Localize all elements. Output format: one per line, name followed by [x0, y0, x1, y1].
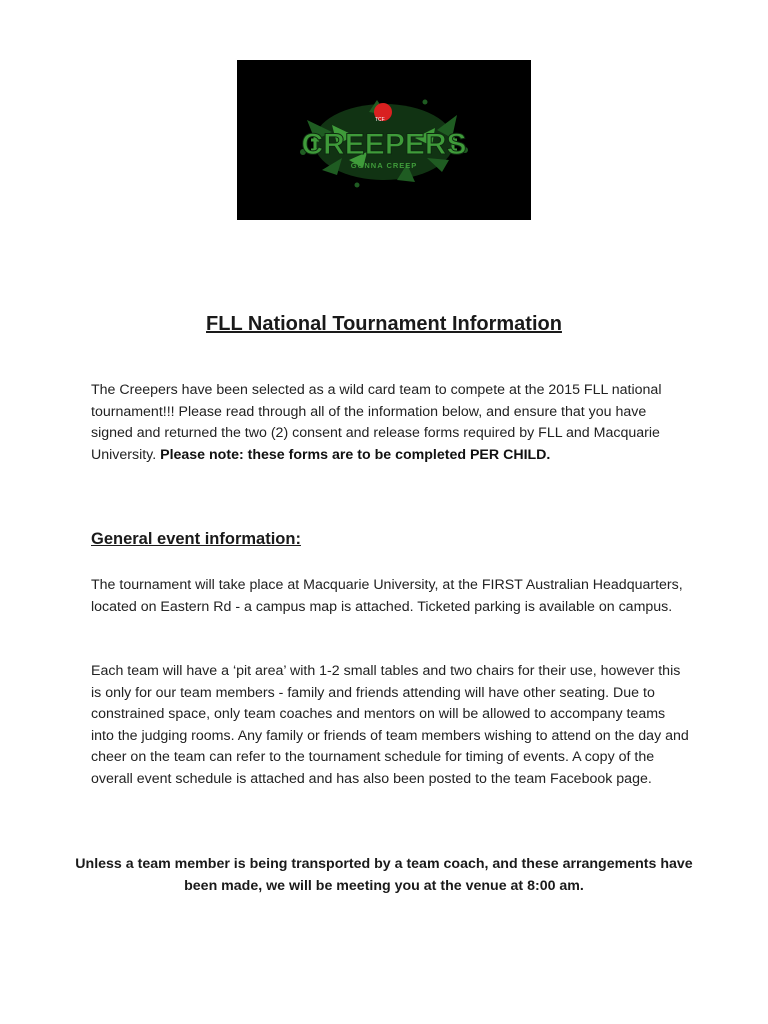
- logo-team-name: CREEPERS: [301, 128, 467, 161]
- logo-badge-text: TCF: [375, 117, 385, 123]
- general-info-heading: General event information:: [91, 530, 301, 548]
- intro-paragraph: [91, 380, 691, 466]
- document-title: FLL National Tournament Information: [206, 313, 562, 335]
- meeting-note: Unless a team member is being transported by a team coach, and these arrangements have been made, we will be meeting you at the venue at 8:00 am.: [75, 856, 693, 894]
- venue-paragraph: The tournament will take place at Macquarie University, at the FIRST Australian Headquarters, located on Eastern Rd - a campus map is attached. Ticketed parking is available on campus.: [91, 577, 683, 615]
- intro-bold-note: Please note: these forms are to be completed PER CHILD.: [160, 446, 551, 463]
- pit-area-paragraph: Each team will have a ‘pit area’ with 1-2 small tables and two chairs for their use, however this is only for our team members - family and friends attending will have other seating. Due to constrained space, only team coaches and mentors on will be allowed to accompany teams into the judging rooms. Any family or friends of team members wishing to attend on the day and cheer on the team can refer to the tournament schedule for timing of events. A copy of the overall event schedule is attached and has also been posted to the team Facebook page.: [91, 663, 689, 787]
- team-logo: [237, 60, 531, 220]
- creepers-logo-image: [237, 60, 531, 220]
- intro-text: The Creepers have been selected as a wild card team to compete at the 2015 FLL national tournament!!! Please read through all of the information below, and ensure that you have signed and returned the two (2) consent and release forms required by FLL and Macquarie University.: [91, 382, 662, 463]
- logo-tagline: GONNA CREEP: [350, 161, 418, 170]
